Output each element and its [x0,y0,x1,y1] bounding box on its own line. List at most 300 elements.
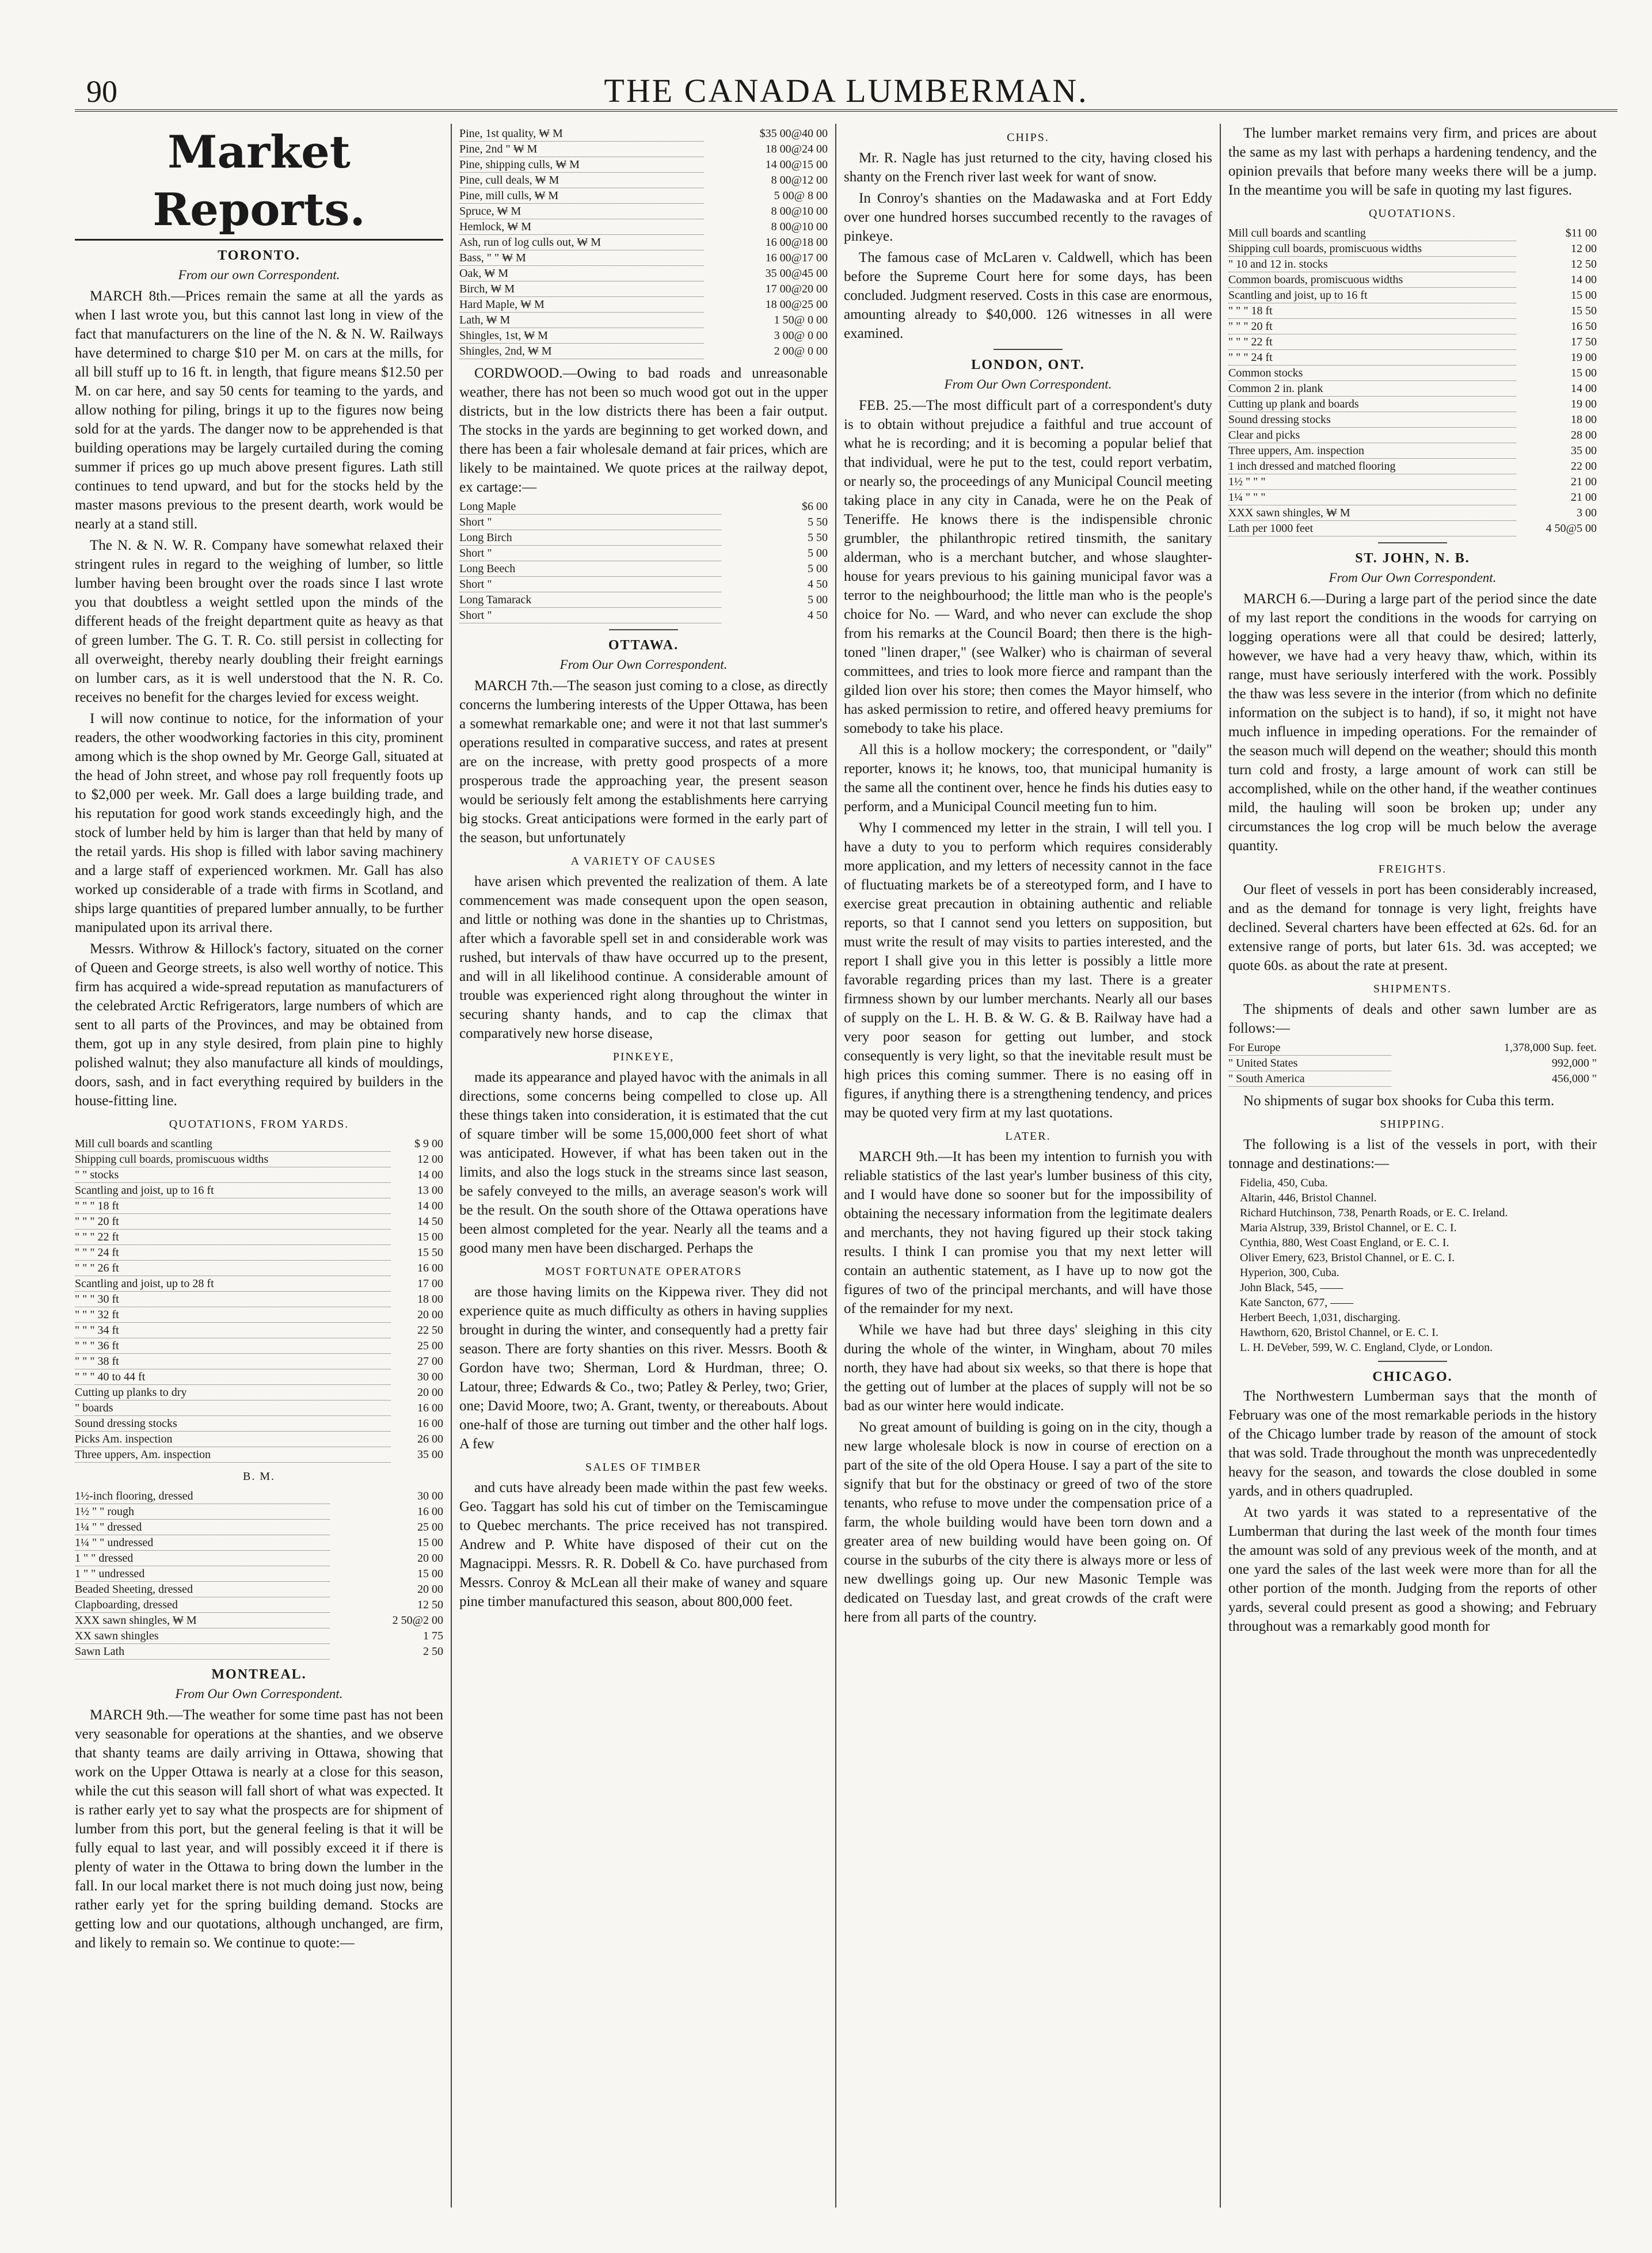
quotation-price: 5 00 [808,593,828,606]
quotation-price: 18 00@24 00 [765,142,828,155]
quotation-row [75,1582,443,1597]
quotation-item: Sound dressing stocks [1228,412,1516,428]
quotation-price: 20 00 [417,1582,443,1596]
quotation-item: " " " 36 ft [75,1338,391,1354]
quotation-row [1228,303,1597,319]
quotation-item: " " " 24 ft [75,1245,391,1261]
ottawa-paragraph: and cuts have already been made within the past few weeks. Geo. Taggart has sold his cut of timber on the Temiscamingue to Quebec merchants. The price received has not transpired. Andrew and P. White have disposed of their cut on the Magnacippi. Messrs. R. R. Dobell & Co. have purchased from Messrs. Conroy & McLean all their make of waney and square pine timber manufactured this season, about 800,000 feet. [459,1480,828,1609]
quotation-row [75,1338,443,1354]
london-paragraph: MARCH 9th.—It has been my intention to furnish you with reliable statistics of the last year's lumber business of this city, and I would have done so sooner but for the impossibility of obtaining the necessary information from the legitimate dealers and merchants, they not having figured up their stock taking results. I think I can promise you that my next letter will contain an authentic statement, as I have up to now got the figures of two of the principal merchants, and will have those of the remainder for my next. [844,1149,1212,1316]
london-paragraph: FEB. 25.—The most difficult part of a correspondent's duty is to obtain without prejudice a faithful and true account of what he is recording; and it is becoming a popular belief that that individual, were he put to the test, could report verbatim, or nearly so, the proceedings of any Municipal Council meeting taking place in any city in Canada, were he on the Peak of Teneriffe. He knows there is the indispensible chronic grumbler, the philanthropic retired tinsmith, the sanitary alderman, who is a merchant butcher, and whose slaughter-house for years previous to his gaining municipal favor was a terror to the neighbourhood; the little man who is the people's choice for No. — Ward, and who never can exclude the shop from his remarks at the Council Board; then there is the high-toned "linen draper," (see Walker) who is chairman of several committees, and tries to look more fierce and rampant than the gilded lion over his store; then comes the Mayor himself, who has asked permission to retire, and offered heavy premiums for somebody to take his place. [844,398,1212,736]
quotation-row [459,157,828,173]
quotation-row [75,1447,443,1463]
quotation-row [459,235,828,250]
quotation-price: 21 00 [1571,475,1597,488]
quotation-item: XXX sawn shingles, ₩ M [1228,505,1516,521]
quotation-row [1228,459,1597,474]
section-divider [994,349,1063,350]
quotation-item: " " " 18 ft [1228,303,1516,319]
vessel-entry: Oliver Emery, 623, Bristol Channel, or E. C. I. [1240,1251,1455,1264]
quotation-item: Oak, ₩ M [459,266,704,281]
quotation-price: 18 00 [1571,413,1597,426]
toronto-paragraph: Messrs. Withrow & Hillock's factory, situated on the corner of Queen and George streets, is also well worthy of notice. This firm has acquired a wide-spread reputation as manufacturers of the celebrated Arctic Refrigerators, large numbers of which are sent to all parts of the Provinces, and may be obtained from them, got up in any style desired, from plain pine to highly polished walnut; they also manufacture all kinds of mouldings, doors, sash, and in fact everything required by builders in the house-fitting line. [75,941,443,1109]
page-header [75,63,1617,112]
quotation-row [459,142,828,157]
vessel-entry: Richard Hutchinson, 738, Penarth Roads, or E. C. Ireland. [1240,1207,1508,1219]
quotation-item: 1¼ " " " [1228,490,1516,505]
column-rule [451,124,452,2208]
quotation-row [75,1628,443,1644]
quotation-price: 20 00 [417,1308,443,1321]
quotation-row [75,1261,443,1276]
quotation-price: 8 00@10 00 [771,204,828,218]
quotation-item: Pine, cull deals, ₩ M [459,173,704,188]
london-quotations-table [1228,226,1597,536]
quotation-row [75,1566,443,1582]
quotation-row [75,1307,443,1323]
quotation-row [1228,521,1597,536]
quotation-price: 17 00@20 00 [765,282,828,295]
toronto-byline: From our own Correspondent. [178,268,340,282]
quotation-row [1228,319,1597,334]
quotation-price: 12 50 [1571,257,1597,271]
quotation-row [75,1504,443,1520]
quotation-item: " " " 26 ft [75,1261,391,1276]
quotation-item: Pine, 1st quality, ₩ M [459,126,704,142]
quotation-item: Hard Maple, ₩ M [459,297,704,313]
quotation-row [75,1416,443,1432]
shipments-table [1228,1040,1597,1087]
quotation-price: $ 9 00 [414,1137,443,1150]
stjohn-paragraph: MARCH 6.—During a large part of the period since the date of my last report the conditions in the woods for carrying on logging operations were all that could be desired; latterly, however, we have had a very heavy thaw, which, within its range, must have seriously interfered with the work. Possibly the thaw was less severe in the interior (from which no definite information on the subject is to hand), if so, it might not have much influence in impeding operations. For the remainder of the season much will depend on the weather; should this month turn cold and frosty, a large amount of work can still be accomplished, while on the other hand, if the weather continues mild, the hauling will soon be broken up; under any circumstances the log crop will be much below the average quantity. [1228,591,1597,854]
chicago-heading: CHICAGO. [1372,1369,1453,1384]
quotation-price: 2 50@2 00 [392,1613,443,1627]
quotation-item: " South America [1228,1071,1391,1087]
quotation-row [1228,1071,1597,1087]
quotation-item: Long Maple [459,499,721,515]
quotation-item: Short " [459,608,721,623]
ottawa-byline: From Our Own Correspondent. [559,657,728,672]
quotation-price: 22 00 [1571,459,1597,473]
toronto-bm-table [75,1489,443,1660]
quotation-price: 15 50 [417,1246,443,1259]
quotation-price: 22 50 [417,1323,443,1337]
ottawa-subhead: A VARIETY OF CAUSES [570,855,717,867]
quotation-item: " " " 34 ft [75,1323,391,1338]
quotation-row [75,1535,443,1551]
quotation-item: Lath per 1000 feet [1228,521,1516,536]
quotation-row [75,1613,443,1628]
quotation-row [75,1183,443,1198]
quotation-row [459,204,828,219]
quotation-price: 2 00@ 0 00 [774,344,828,357]
quotation-row [1228,474,1597,490]
london-paragraph: The lumber market remains very firm, and prices are about the same as my last with perhaps a hardening tendency, and the opinion prevails that before many weeks there will be a jump. In the meantime you will be safe in quoting my last figures. [1228,125,1597,198]
quotation-price: 15 00 [1571,288,1597,302]
ottawa-paragraph: made its appearance and played havoc with the animals in all directions, some concerns being compelled to close up. All these things taken into consideration, it is estimated that the cut of square timber will be some 15,000,000 feet short of what was anticipated. However, if what has been taken out in the limits, and also the logs stuck in the streams since last season, be safely conveyed to the mills, an average season's work will be the result. On the south shore of the Ottawa operations have been almost completed for the year. Nearly all the teams and a good many men have been discharged. Perhaps the [459,1070,828,1256]
vessel-entry: Fidelia, 450, Cuba. [1240,1177,1328,1189]
quotation-row [75,1432,443,1447]
quotation-row [459,577,828,592]
quotation-item: 1 " " dressed [75,1551,330,1566]
quotation-row [75,1400,443,1416]
quotation-price: 17 50 [1571,335,1597,348]
quotation-price: 16 00 [417,1401,443,1414]
quotation-row [459,499,828,515]
quotation-price: 15 00 [417,1536,443,1549]
quotation-price: 2 50 [423,1645,443,1658]
toronto-quotations-title: QUOTATIONS, FROM YARDS. [169,1118,349,1131]
quotation-row [75,1644,443,1660]
vessel-entry: L. H. DeVeber, 599, W. C. England, Clyde, or London. [1240,1341,1493,1354]
quotation-row [75,1136,443,1152]
quotation-item: " " " 24 ft [1228,350,1516,366]
quotation-price: 992,000 " [1551,1056,1597,1070]
montreal-paragraph: CORDWOOD.—Owing to bad roads and unreasonable weather, there has not been so much wood got out in the upper districts, but in the low districts there has been a fair output. The stocks in the yards are beginning to get worked down, and there has been a fair wholesale demand at fair prices, which are likely to be maintained. We quote prices at the railway depot, ex cartage:— [459,366,828,495]
vessel-entry: Herbert Beech, 1,031, discharging. [1240,1311,1400,1324]
london-quotations-title: QUOTATIONS. [1368,207,1457,220]
quotation-row [459,546,828,561]
quotation-price: 4 50@5 00 [1546,522,1597,535]
quotation-item: Long Tamarack [459,592,721,608]
column-rule [1220,124,1221,2208]
section-divider [1378,1361,1447,1362]
column-rule [835,124,836,2208]
quotation-price: 16 00@18 00 [765,235,828,249]
quotation-row [1228,397,1597,412]
quotation-row [1228,241,1597,257]
stjohn-subhead: SHIPPING. [1380,1118,1445,1131]
quotation-price: 1 50@ 0 00 [774,313,828,326]
toronto-quotations-table [75,1136,443,1463]
quotation-item: " " " 22 ft [75,1230,391,1245]
stjohn-paragraph: Our fleet of vessels in port has been considerably increased, and as the demand for tonnage is very light, freights have declined. Several charters have been effected at 62s. 6d. for an extensive range of ports, but later 61s. 3d. was accepted; we quote 60s. as about the rate at present. [1228,882,1597,973]
quotation-price: 35 00 [1571,444,1597,457]
column-3 [844,124,1212,2213]
quotation-item: Bass, " " ₩ M [459,250,704,266]
london-paragraph: All this is a hollow mockery; the correspondent, or "daily" reporter, knows it; he knows, too, that municipal humanity is the same all the continent over, hence he finds his duties easy to perform, and a Municipal Council meeting fun to him. [844,742,1212,815]
quotation-item: " United States [1228,1056,1391,1071]
montreal-quotations-table [459,126,828,359]
quotation-item: Picks Am. inspection [75,1432,391,1447]
quotation-row [75,1245,443,1261]
quotation-row [1228,1056,1597,1071]
vessel-list [1240,1175,1597,1355]
quotation-item: 1½-inch flooring, dressed [75,1489,330,1504]
montreal-byline: From Our Own Correspondent. [175,1687,343,1701]
quotation-price: $35 00@40 00 [759,127,828,140]
montreal-paragraph: MARCH 9th.—The weather for some time past has not been very seasonable for operations at the shanties, and we observe that shanty teams are daily arriving in Ottawa, showing that work on the Upper Ottawa is nearly at a close for this season, while the cut this season will fall short of what was expected. It is rather early yet to say what the prospects are for shipment of lumber from this port, but the general feeling is that it will be fully equal to last year, and will possibly exceed it if there is plenty of water in the Ottawa to bring down the lumber in the fall. In our local market there is not much doing just now, being rather early yet for the spring building demand. Stocks are getting low and our quotations, although unchanged, are firm, and likely to remain so. We continue to quote:— [75,1707,443,1951]
quotation-row [1228,226,1597,241]
quotation-price: 20 00 [417,1386,443,1399]
quotation-price: 18 00 [417,1292,443,1306]
ottawa-heading: OTTAWA. [608,638,679,653]
quotation-row [459,344,828,359]
quotation-price: 30 00 [417,1370,443,1383]
quotation-row [75,1230,443,1245]
quotation-row [459,530,828,546]
quotation-price: 20 00 [417,1551,443,1565]
quotation-row [459,297,828,313]
quotation-price: 14 00 [1571,382,1597,395]
quotation-row [459,188,828,204]
ottawa-paragraph: MARCH 7th.—The season just coming to a close, as directly concerns the lumbering interests of the Upper Ottawa, has been a somewhat remarkable one; and were it not that last summer's operations resulted in comparative success, and rates at present are on the increase, with pretty good prospects of a more prosperous trade the approaching year, the present season would be seriously felt among the establishments here carrying big stocks. Great anticipations were formed in the early part of the season, but unfortunately [459,678,828,846]
quotation-item: 1 " " undressed [75,1566,330,1582]
stjohn-heading: ST. JOHN, N. B. [1355,551,1470,566]
quotation-price: 5 00 [808,562,828,575]
quotation-item: Shingles, 1st, ₩ M [459,328,704,344]
ottawa-paragraph: The famous case of McLaren v. Caldwell, which has been before the Supreme Court here for some days, has been concluded. Judgment reserved. Costs in this case are enormous, amounting already to $40,000. 126 witnesses in all were examined. [844,250,1212,341]
quotation-row [1228,505,1597,521]
quotation-row [75,1489,443,1504]
quotation-price: 16 00 [417,1261,443,1274]
chicago-paragraph: At two yards it was stated to a representative of the Lumberman that during the last week of the month four times the amount was sold of any previous week of the month, and at one yard the sales of the last week were more than for all the other portion of the month. Judging from the reports of other yards, several could present as good a showing; and February throughout was a remarkably good month for [1228,1505,1597,1634]
quotation-row [75,1198,443,1214]
quotation-price: 16 00 [417,1505,443,1518]
ottawa-subhead: SALES OF TIMBER [585,1461,702,1474]
quotation-price: 3 00@ 0 00 [774,329,828,342]
quotation-price: 21 00 [1571,490,1597,504]
quotation-item: 1 inch dressed and matched flooring [1228,459,1516,474]
quotation-price: 13 00 [417,1183,443,1197]
ottawa-subhead: MOST FORTUNATE OPERATORS [545,1265,743,1278]
quotation-item: Pine, shipping culls, ₩ M [459,157,704,173]
quotation-item: Shingles, 2nd, ₩ M [459,344,704,359]
vessel-entry: Altarin, 446, Bristol Channel. [1240,1192,1377,1204]
quotation-price: 456,000 " [1551,1072,1597,1085]
column-4 [1228,124,1597,2213]
toronto-paragraph: I will now continue to notice, for the information of your readers, the other woodworking factories in this city, prominent among which is the shop owned by Mr. George Gall, situated at the head of John street, and whose pay roll frequently foots up to $2,000 per week. Mr. Gall does a large building trade, and his reputation for good work stands exceedingly high, and the stock of lumber held by him is larger than that held by many of the retail yards. His shop is filled with labor saving machinery and a large staff of experienced workmen. Mr. Gall has also worked up considerable of a trade with firms in Scotland, and ships large quantities of prepared lumber annually, to be further manipulated upon its arrival there. [75,711,443,935]
stjohn-subhead: FREIGHTS. [1378,863,1447,876]
quotation-row [75,1551,443,1566]
montreal-heading: MONTREAL. [211,1667,307,1682]
quotation-price: 19 00 [1571,397,1597,410]
quotation-price: 12 50 [417,1598,443,1611]
ottawa-paragraph: Mr. R. Nagle has just returned to the city, having closed his shanty on the French river last week for want of snow. [844,150,1212,185]
quotation-price: 5 50 [808,515,828,528]
quotation-price: 19 00 [1571,351,1597,364]
london-paragraph: No great amount of building is going on in the city, though a new large wholesale block is now in course of erection on a part of the site of the old Opera House. I say a part of the site to signify that but for the obstinacy or greed of two of the store tenants, who refuse to move under the compensation price of a farm, the whole building would have been torn down and a greater area of new building would have been going on. Of course in the suburbs of the city there is always more or less of new dwellings going up. Our new Masonic Temple was dedicated on Tuesday last, and great crowds of the craft were here from all parts of the country. [844,1419,1212,1625]
quotation-price: 35 00 [417,1448,443,1461]
quotation-item: Clapboarding, dressed [75,1597,330,1613]
quotation-item: Spruce, ₩ M [459,204,704,219]
quotation-row [75,1323,443,1338]
quotation-row [459,515,828,530]
quotation-item: Mill cull boards and scantling [1228,226,1516,241]
quotation-price: 5 00@ 8 00 [774,189,828,202]
stjohn-byline: From Our Own Correspondent. [1329,570,1497,585]
vessel-entry: Cynthia, 880, West Coast England, or E. C. I. [1240,1236,1449,1249]
toronto-paragraph: The N. & N. W. R. Company have somewhat relaxed their stringent rules in regard to the weighing of lumber, so little lumber having been brought over the roads since I last wrote you that doubtless a weight settled upon the minds of the different heads of the freight department quite as heavy as that of green lumber. The G. T. R. Co. still persist in collecting for all overweight, thereby nearly doubling their freight earnings on lumber cars, as it is well understood that the N. R. Co. receives no benefit for the charges levied for excess weight. [75,538,443,705]
quotation-price: 1 75 [423,1629,443,1642]
quotation-row [459,313,828,328]
quotation-price: 15 00 [417,1230,443,1243]
stjohn-paragraph: No shipments of sugar box shooks for Cuba this term. [1243,1093,1555,1109]
quotation-row [1228,272,1597,288]
quotation-item: " " " 20 ft [1228,319,1516,334]
quotation-item: Pine, mill culls, ₩ M [459,188,704,204]
quotation-row [75,1354,443,1369]
quotation-row [459,608,828,623]
quotation-price: 3 00 [1577,506,1597,519]
quotation-row [1228,490,1597,505]
quotation-price: 12 00 [1571,242,1597,255]
quotation-price: $6 00 [802,500,828,513]
quotation-item: Short " [459,546,721,561]
quotation-price: 35 00@45 00 [765,267,828,280]
quotation-item: " " " 30 ft [75,1292,391,1307]
quotation-item: Birch, ₩ M [459,281,704,297]
quotation-row [459,266,828,281]
quotation-item: Three uppers, Am. inspection [1228,443,1516,459]
quotation-price: 26 00 [417,1432,443,1445]
quotation-item: XX sawn shingles [75,1628,330,1644]
market-reports-masthead: Market Reports. [75,124,443,241]
quotation-item: Shipping cull boards, promiscuous widths [75,1152,391,1167]
quotation-row [459,561,828,577]
quotation-item: Mill cull boards and scantling [75,1136,391,1152]
quotation-price: 15 50 [1571,304,1597,317]
quotation-row [459,250,828,266]
quotation-item: 1¼ " " undressed [75,1535,330,1551]
quotation-row [1228,412,1597,428]
quotation-row [75,1276,443,1292]
quotation-price: 5 50 [808,531,828,544]
quotation-price: 14 00 [1571,273,1597,286]
quotation-price: 4 50 [808,577,828,591]
quotation-price: 8 00@10 00 [771,220,828,233]
stjohn-paragraph: The following is a list of the vessels in port, with their tonnage and destinations:— [1228,1137,1597,1171]
quotation-row [459,126,828,142]
quotation-row [75,1214,443,1230]
section-divider [1378,542,1447,543]
quotation-item: " " " 32 ft [75,1307,391,1323]
quotation-item: Beaded Sheeting, dressed [75,1582,330,1597]
quotation-row [1228,257,1597,272]
vessel-entry: Kate Sancton, 677, —— [1240,1296,1354,1309]
stjohn-paragraph: The shipments of deals and other sawn lumber are as follows:— [1228,1002,1597,1036]
quotation-item: Sawn Lath [75,1644,330,1660]
quotation-item: Scantling and joist, up to 28 ft [75,1276,391,1292]
ottawa-paragraph: have arisen which prevented the realization of them. A late commencement was made consequent upon the open season, and little or nothing was done in the shanties up to Christmas, after which a favorable spell set in and considerable work was rushed, but intervals of thaw have occurred up to the present, and will in all likelihood continue. A considerable amount of trouble was experienced right along throughout the winter in securing shanty hands, and to cap the climax that comparatively new horse disease, [459,874,828,1041]
quotation-price: 14 00 [417,1199,443,1212]
quotation-item: Common stocks [1228,366,1516,381]
quotation-price: 25 00 [417,1520,443,1533]
quotation-item: Ash, run of log culls out, ₩ M [459,235,704,250]
quotation-item: " " " 18 ft [75,1198,391,1214]
quotation-item: Scantling and joist, up to 16 ft [1228,288,1516,303]
toronto-heading: TORONTO. [218,248,300,263]
quotation-item: For Europe [1228,1040,1391,1056]
toronto-paragraph: MARCH 8th.—Prices remain the same at all the yards as when I last wrote you, but this cannot last long in view of the fact that manufacturers on the line of the N. & N. W. Railways have determined to charge $10 per M. on cars at the mills, for all bill stuff up to 16 ft. in length, that figure means $12.50 per M. on car here, and say 50 cents for teaming to the yards, and allow nothing for piling, brings it up to the figures now being sold for at the yards. The danger now to be apprehended is that building operations may be largely curtailed during the coming summer if prices go up much above present figures. Lath still continues to tend upward, and but for the stocks held by the master masons previous to the present dearth, work would be nearly at a stand still. [75,288,443,532]
quotation-price: 12 00 [417,1152,443,1166]
stjohn-subhead: SHIPMENTS. [1373,983,1452,995]
quotation-row [459,328,828,344]
quotation-price: 25 00 [417,1339,443,1352]
quotation-row [459,219,828,235]
quotation-price: 15 00 [1571,366,1597,379]
quotation-item: Clear and picks [1228,428,1516,443]
ottawa-paragraph: are those having limits on the Kippewa river. They did not experience quite as much difficulty as others in having supplies brought in during the winter, and consequently had a pretty fair season. There are forty shanties on this river. Messrs. Booth & Gordon have two; Sherman, Lord & Hurdman, three; O. Latour, three; Edwards & Co., two; Patley & Perley, two; Grier, one; David Moore, two; A. Grant, twenty, or thereabouts. About one-half of those are turning out timber and the other half logs. A few [459,1284,828,1452]
london-heading: LONDON, ONT. [971,357,1085,372]
quotation-price: 14 00@15 00 [765,158,828,171]
quotation-price: 1,378,000 Sup. feet. [1503,1041,1597,1054]
quotation-item: " 10 and 12 in. stocks [1228,257,1516,272]
london-byline: From Our Own Correspondent. [944,377,1112,391]
quotation-price: $11 00 [1565,227,1597,239]
chicago-paragraph: The Northwestern Lumberman says that the month of February was one of the most remarkable periods in the history of the Chicago lumber trade by reason of the amount of stock that was sold. Trade throughout the month was unprecedentedly heavy for the season, and towards the close doubled in some yards, and in others quadrupled. [1228,1388,1597,1499]
quotation-item: " " stocks [75,1167,391,1183]
quotation-row [1228,288,1597,303]
quotation-price: 27 00 [417,1354,443,1368]
cordwood-table [459,499,828,623]
publication-title: THE CANADA LUMBERMAN. [604,72,1088,109]
vessel-entry: Hawthorn, 620, Bristol Channel, or E. C. I. [1240,1326,1438,1339]
quotation-row [75,1167,443,1183]
toronto-bm-title: B. M. [242,1470,276,1483]
quotation-row [1228,334,1597,350]
quotation-item: Cutting up plank and boards [1228,397,1516,412]
quotation-item: XXX sawn shingles, ₩ M [75,1613,330,1628]
quotation-item: Lath, ₩ M [459,313,704,328]
quotation-row [75,1520,443,1535]
quotation-price: 18 00@25 00 [765,298,828,311]
quotation-item: Short " [459,577,721,592]
quotation-price: 16 00 [417,1417,443,1430]
ottawa-paragraph: In Conroy's shanties on the Madawaska and at Fort Eddy over one hundred horses succumbed recently to the ravages of pinkeye. [844,191,1212,244]
quotation-row [75,1597,443,1613]
ottawa-subhead: CHIPS. [1007,131,1049,144]
ottawa-subhead: PINKEYE, [612,1051,675,1063]
quotation-item: 1¼ " " dressed [75,1520,330,1535]
quotation-item: Hemlock, ₩ M [459,219,704,235]
quotation-item: " " " 20 ft [75,1214,391,1230]
quotation-row [75,1152,443,1167]
quotation-item: Long Birch [459,530,721,546]
quotation-row [459,173,828,188]
quotation-item: Scantling and joist, up to 16 ft [75,1183,391,1198]
vessel-entry: Hyperion, 300, Cuba. [1240,1266,1339,1279]
quotation-item: Shipping cull boards, promiscuous widths [1228,241,1516,257]
quotation-item: Three uppers, Am. inspection [75,1447,391,1463]
quotation-row [459,592,828,608]
section-divider [609,629,678,630]
column-1 [75,124,443,2213]
quotation-price: 4 50 [808,608,828,622]
quotation-item: " " " 40 to 44 ft [75,1369,391,1385]
london-paragraph: While we have had but three days' sleighing in this city during the whole of the winter, in Wingham, about 70 miles north, they have had about six weeks, so that there is hope that the getting out of lumber at the places of supply will not be so bad as our winter here would indicate. [844,1322,1212,1414]
quotation-item: " " " 22 ft [1228,334,1516,350]
quotation-row [459,281,828,297]
quotation-item: Long Beech [459,561,721,577]
quotation-item: Sound dressing stocks [75,1416,391,1432]
quotation-row [1228,350,1597,366]
quotation-price: 15 00 [417,1567,443,1580]
quotation-price: 16 50 [1571,319,1597,333]
quotation-price: 30 00 [417,1490,443,1502]
quotation-item: Pine, 2nd " ₩ M [459,142,704,157]
quotation-item: Short " [459,515,721,530]
quotation-price: 28 00 [1571,428,1597,442]
quotation-row [1228,366,1597,381]
quotation-price: 5 00 [808,546,828,560]
column-2 [459,124,828,2213]
quotation-item: 1½ " " " [1228,474,1516,490]
quotation-item: Common boards, promiscuous widths [1228,272,1516,288]
quotation-item: " " " 38 ft [75,1354,391,1369]
quotation-price: 8 00@12 00 [771,173,828,187]
vessel-entry: Maria Alstrup, 339, Bristol Channel, or E. C. I. [1240,1221,1457,1234]
